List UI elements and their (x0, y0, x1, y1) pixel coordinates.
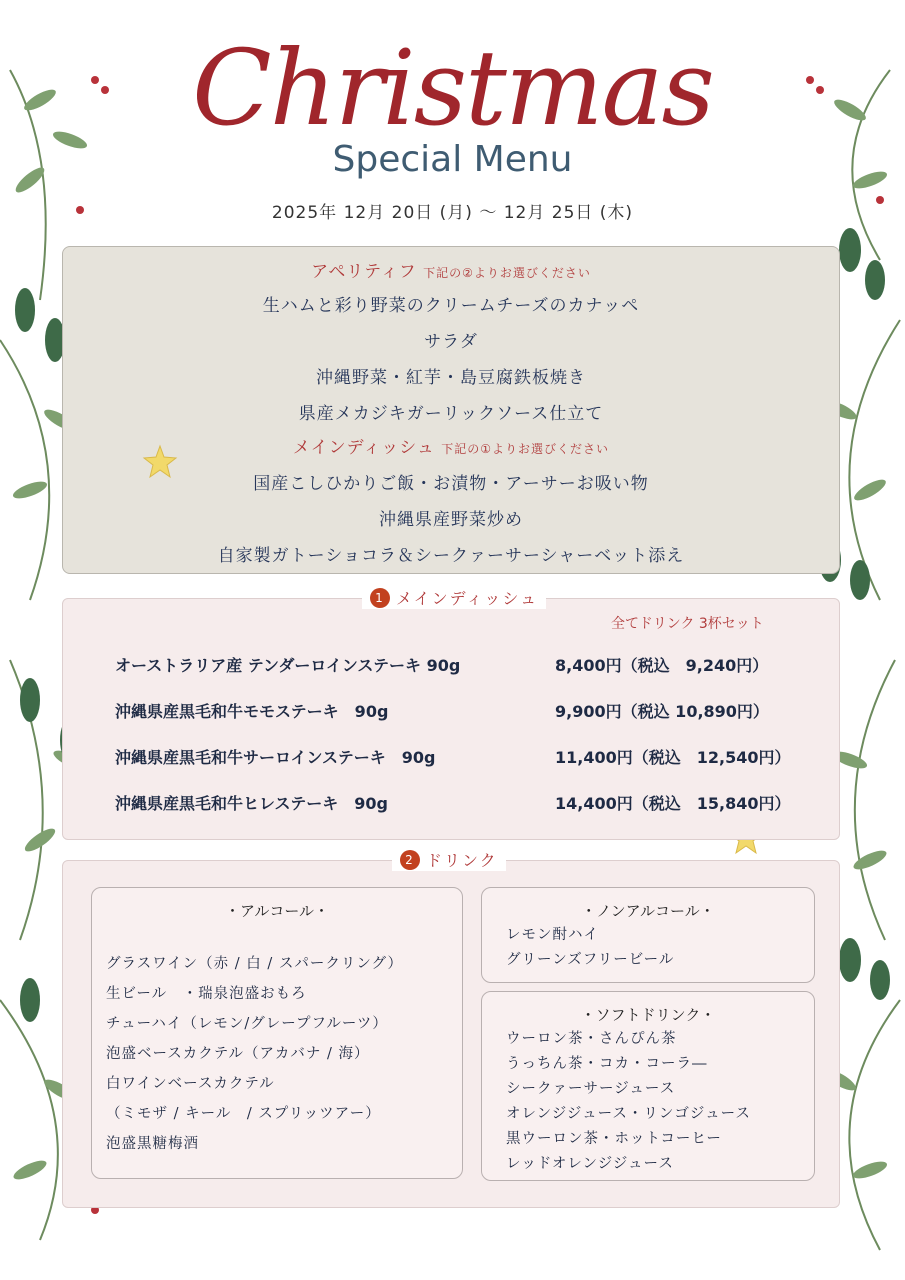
star-icon (142, 444, 178, 480)
course-item: 国産こしひかりご飯・お漬物・アーサーお吸い物 (253, 474, 649, 494)
course-item: 自家製ガトーショコラ＆シークァーサーシャーベット添え (217, 546, 685, 566)
aperitif-label: アペリティフ (311, 262, 417, 282)
drink-item: 泡盛ベースカクテル（アカバナ / 海） (106, 1046, 370, 1062)
main-dish-label: メインディッシュ (292, 438, 435, 458)
drink-section-title (392, 848, 506, 871)
steak-row (115, 791, 835, 814)
main-dish-note: 下記の①よりお選びください (441, 442, 610, 456)
alcohol-list (106, 949, 462, 1159)
drink-item: グリーンズフリービール (506, 952, 675, 968)
main-dish-section (62, 598, 840, 840)
aperitif-note: 下記の②よりお選びください (423, 266, 591, 280)
section-number-badge: 1 (370, 588, 390, 608)
drink-item: チューハイ（レモン/グレープフルーツ） (106, 1016, 388, 1032)
drink-item: レモン酎ハイ (506, 927, 599, 943)
drink-item: 泡盛黒糖梅酒 (106, 1136, 199, 1152)
section-title-text: メインディッシュ (396, 589, 539, 608)
drink-item: ウーロン茶・さんぴん茶 (506, 1031, 677, 1047)
section-number-badge: 2 (400, 850, 420, 870)
steak-price: 14,400円（税込 15,840円） (555, 794, 791, 813)
course-box (62, 246, 840, 574)
main-dish-heading (63, 433, 839, 458)
steak-name: オーストラリア産 テンダーロインステーキ 90g (115, 656, 461, 675)
course-item: 生ハムと彩り野菜のクリームチーズのカナッペ (262, 296, 640, 316)
menu-title: Christmas (192, 27, 713, 149)
section-title-text: ドリンク (426, 851, 498, 870)
menu-subtitle: Special Menu (332, 139, 573, 180)
nonalcohol-title: ・ノンアルコール・ (581, 902, 715, 920)
course-item: 県産メカジキガーリックソース仕立て (298, 404, 604, 424)
soft-drink-title: ・ソフトドリンク・ (580, 1006, 716, 1024)
alcohol-title: ・アルコール・ (224, 902, 330, 920)
drink-set-note: 全てドリンク 3杯セット (611, 616, 764, 632)
alcohol-box (91, 887, 463, 1179)
course-item: 沖縄県産野菜炒め (379, 510, 523, 530)
drink-item: 生ビール ・瑞泉泡盛おもろ (106, 986, 307, 1002)
drink-item: オレンジジュース・リンゴジュース (506, 1106, 751, 1122)
steak-name: 沖縄県産黒毛和牛ヒレステーキ 90g (115, 794, 388, 813)
steak-price: 11,400円（税込 12,540円） (555, 748, 791, 767)
steak-row (115, 653, 835, 676)
drink-item: レッドオレンジジュース (506, 1156, 674, 1172)
drink-item: 黒ウーロン茶・ホットコーヒー (506, 1131, 722, 1147)
main-dish-section-title (362, 586, 546, 609)
drink-item: うっちん茶・コカ・コーラ― (506, 1056, 708, 1072)
soft-drink-list (506, 1027, 814, 1177)
steak-name: 沖縄県産黒毛和牛サーロインステーキ 90g (115, 748, 436, 767)
drink-item: 白ワインベースカクテル (106, 1076, 275, 1092)
drink-section (62, 860, 840, 1208)
nonalcohol-box (481, 887, 815, 983)
steak-price: 9,900円（税込 10,890円） (555, 702, 769, 721)
steak-row (115, 745, 835, 768)
course-item: サラダ (424, 332, 478, 352)
event-date: 2025年 12月 20日 (月) 〜 12月 25日 (木) (271, 203, 634, 223)
aperitif-heading (63, 257, 839, 282)
drink-item: （ミモザ / キール / スプリッツアー） (106, 1106, 381, 1122)
course-item: 沖縄野菜・紅芋・島豆腐鉄板焼き (316, 368, 586, 388)
drink-item: シークァーサージュース (506, 1081, 676, 1097)
soft-drink-box (481, 991, 815, 1181)
steak-name: 沖縄県産黒毛和牛モモステーキ 90g (115, 702, 389, 721)
drink-item: グラスワイン（赤 / 白 / スパークリング） (106, 956, 403, 972)
steak-row (115, 699, 835, 722)
steak-price: 8,400円（税込 9,240円） (555, 656, 769, 675)
nonalcohol-list (506, 923, 814, 973)
